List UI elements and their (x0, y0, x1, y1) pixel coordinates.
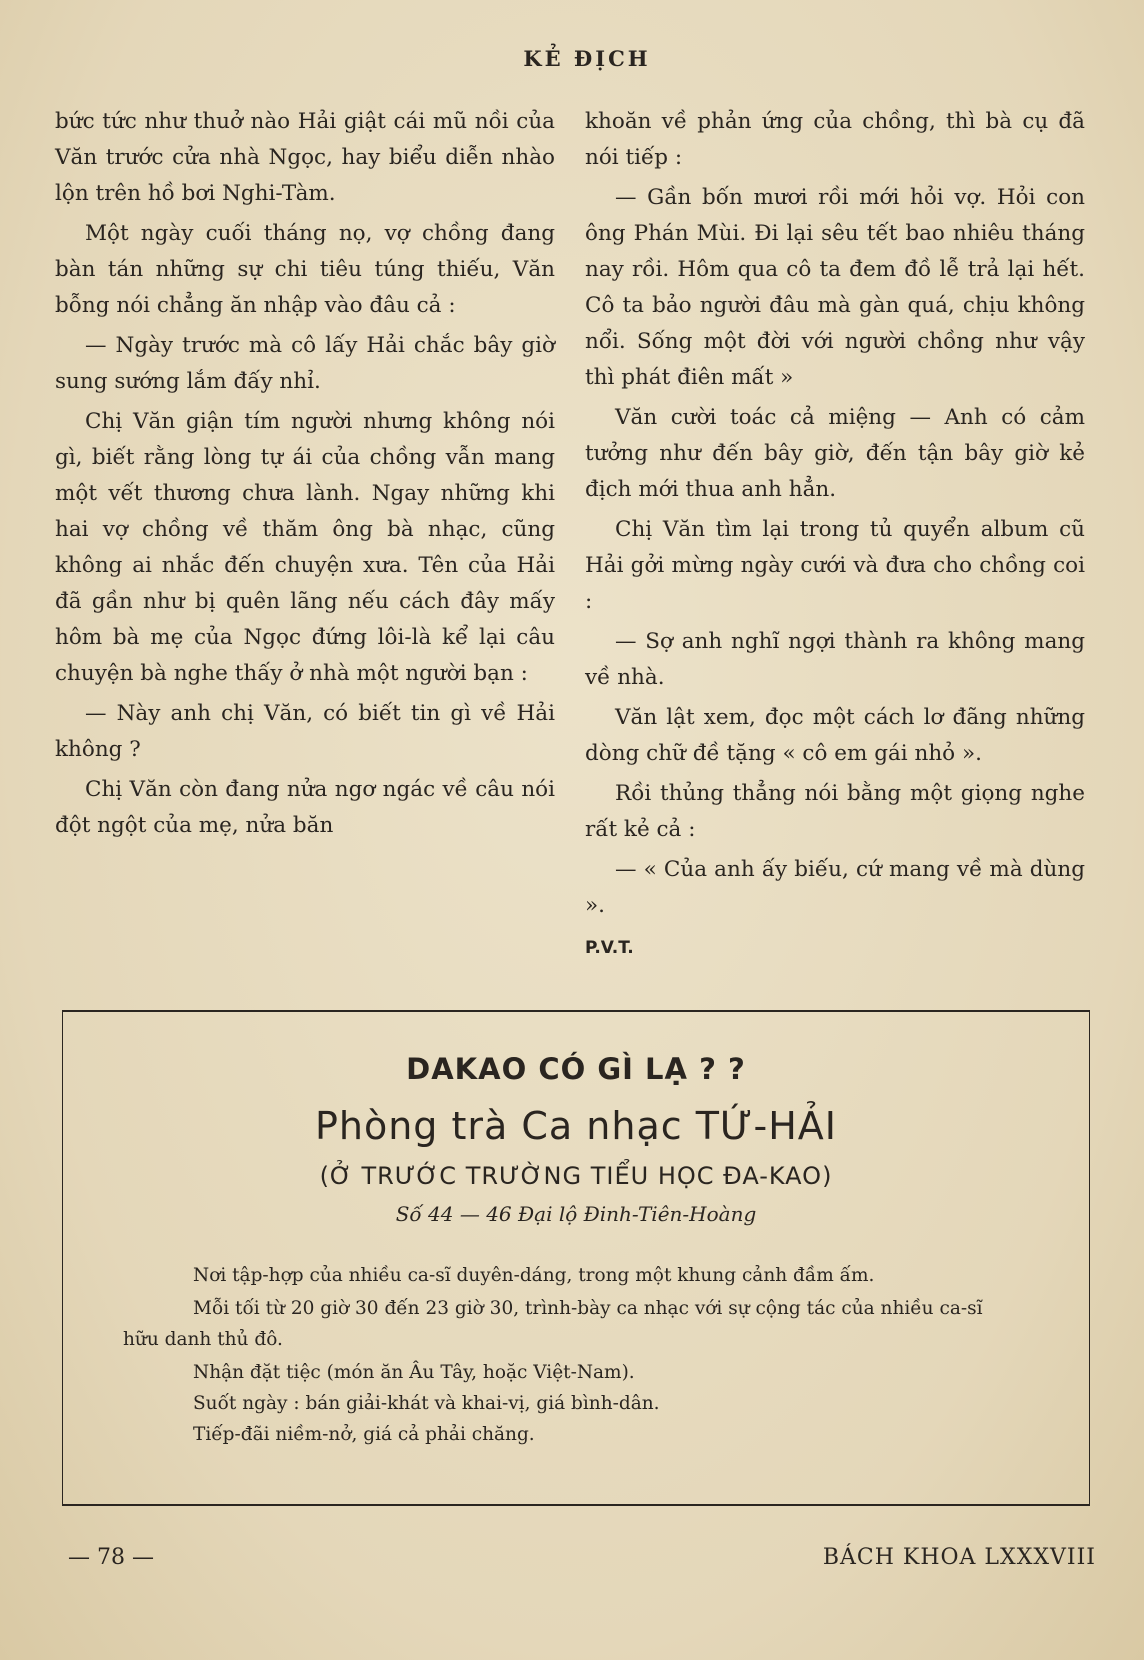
paragraph: — Này anh chị Văn, có biết tin gì về Hải không ? (55, 701, 555, 762)
paragraph: khoăn về phản ứng của chồng, thì bà cụ đã nói tiếp : (585, 109, 1085, 170)
left-column (55, 104, 555, 844)
paragraph: Văn cười toác cả miệng — Anh có cảm tưởng như đến bây giờ, đến tận bây giờ kẻ địch mới thua anh hẳn. (585, 405, 1085, 502)
ad-line: Mỗi tối từ 20 giờ 30 đến 23 giờ 30, trình-bày ca nhạc với sự cộng tác của nhiều ca-sĩ hữu danh thủ đô. (123, 1298, 983, 1350)
publication-name: BÁCH KHOA LXXXVIII (822, 1545, 1096, 1570)
ad-title: Phòng trà Ca nhạc TỨ-HẢI (314, 1104, 838, 1148)
paragraph: Chị Văn còn đang nửa ngơ ngác về câu nói đột ngột của mẹ, nửa băn (55, 777, 555, 838)
ad-body (123, 1260, 1023, 1450)
ad-line: Nơi tập-hợp của nhiều ca-sĩ duyên-dáng, trong một khung cảnh đầm ấm. (193, 1265, 875, 1286)
advertisement-box (62, 1010, 1090, 1506)
ad-line: Tiếp-đãi niềm-nở, giá cả phải chăng. (193, 1424, 535, 1445)
paragraph: Văn lật xem, đọc một cách lơ đãng những dòng chữ đề tặng « cô em gái nhỏ ». (585, 705, 1085, 766)
paragraph: — Gần bốn mươi rồi mới hỏi vợ. Hỏi con ông Phán Mùi. Đi lại sêu tết bao nhiêu tháng nay rồi. Hôm qua cô ta đem đồ lễ trả lại hết. Cô ta bảo người đâu mà gàn quá, chịu không nổi. Sống một đời với người chồng như vậy thì phát điên mất » (585, 185, 1085, 390)
paragraph: Chị Văn giận tím người nhưng không nói gì, biết rằng lòng tự ái của chồng vẫn mang một vết thương chưa lành. Ngay những khi hai vợ chồng về thăm ông bà nhạc, cũng không ai nhắc đến chuyện xưa. Tên của Hải đã gần như bị quên lãng nếu cách đây mấy hôm bà mẹ của Ngọc đứng lôi-là kể lại câu chuyện bà nghe thấy ở nhà một người bạn : (55, 409, 555, 686)
ad-line: Suốt ngày : bán giải-khát và khai-vị, giá bình-dân. (193, 1393, 660, 1414)
author-signature: P.V.T. (585, 938, 634, 958)
paragraph: — « Của anh ấy biếu, cứ mang về mà dùng ». (585, 857, 1085, 918)
paragraph: — Ngày trước mà cô lấy Hải chắc bây giờ sung sướng lắm đấy nhỉ. (55, 333, 555, 394)
page-number: — 78 — (68, 1545, 154, 1570)
paragraph: Rồi thủng thẳng nói bằng một giọng nghe rất kẻ cả : (585, 781, 1085, 842)
ad-line: Nhận đặt tiệc (món ăn Âu Tây, hoặc Việt-Nam). (193, 1362, 635, 1383)
paragraph: Chị Văn tìm lại trong tủ quyển album cũ Hải gởi mừng ngày cưới và đưa cho chồng coi : (585, 517, 1085, 614)
ad-subtitle: (Ở TRƯỚC TRƯỜNG TIỂU HỌC ĐA-KAO) (319, 1162, 833, 1190)
ad-address: Số 44 — 46 Đại lộ Đinh-Tiên-Hoàng (395, 1202, 757, 1226)
running-title: KẺ ĐỊCH (523, 46, 651, 71)
paragraph: bức tức như thuở nào Hải giật cái mũ nồi của Văn trước cửa nhà Ngọc, hay biểu diễn nhào lộn trên hồ bơi Nghi-Tàm. (55, 109, 555, 206)
ad-question: DAKAO CÓ GÌ LẠ ? ? (406, 1052, 746, 1086)
paragraph: Một ngày cuối tháng nọ, vợ chồng đang bàn tán những sự chi tiêu túng thiếu, Văn bỗng nói chẳng ăn nhập vào đâu cả : (55, 221, 555, 318)
right-column (585, 104, 1085, 966)
paragraph: — Sợ anh nghĩ ngợi thành ra không mang về nhà. (585, 629, 1085, 690)
